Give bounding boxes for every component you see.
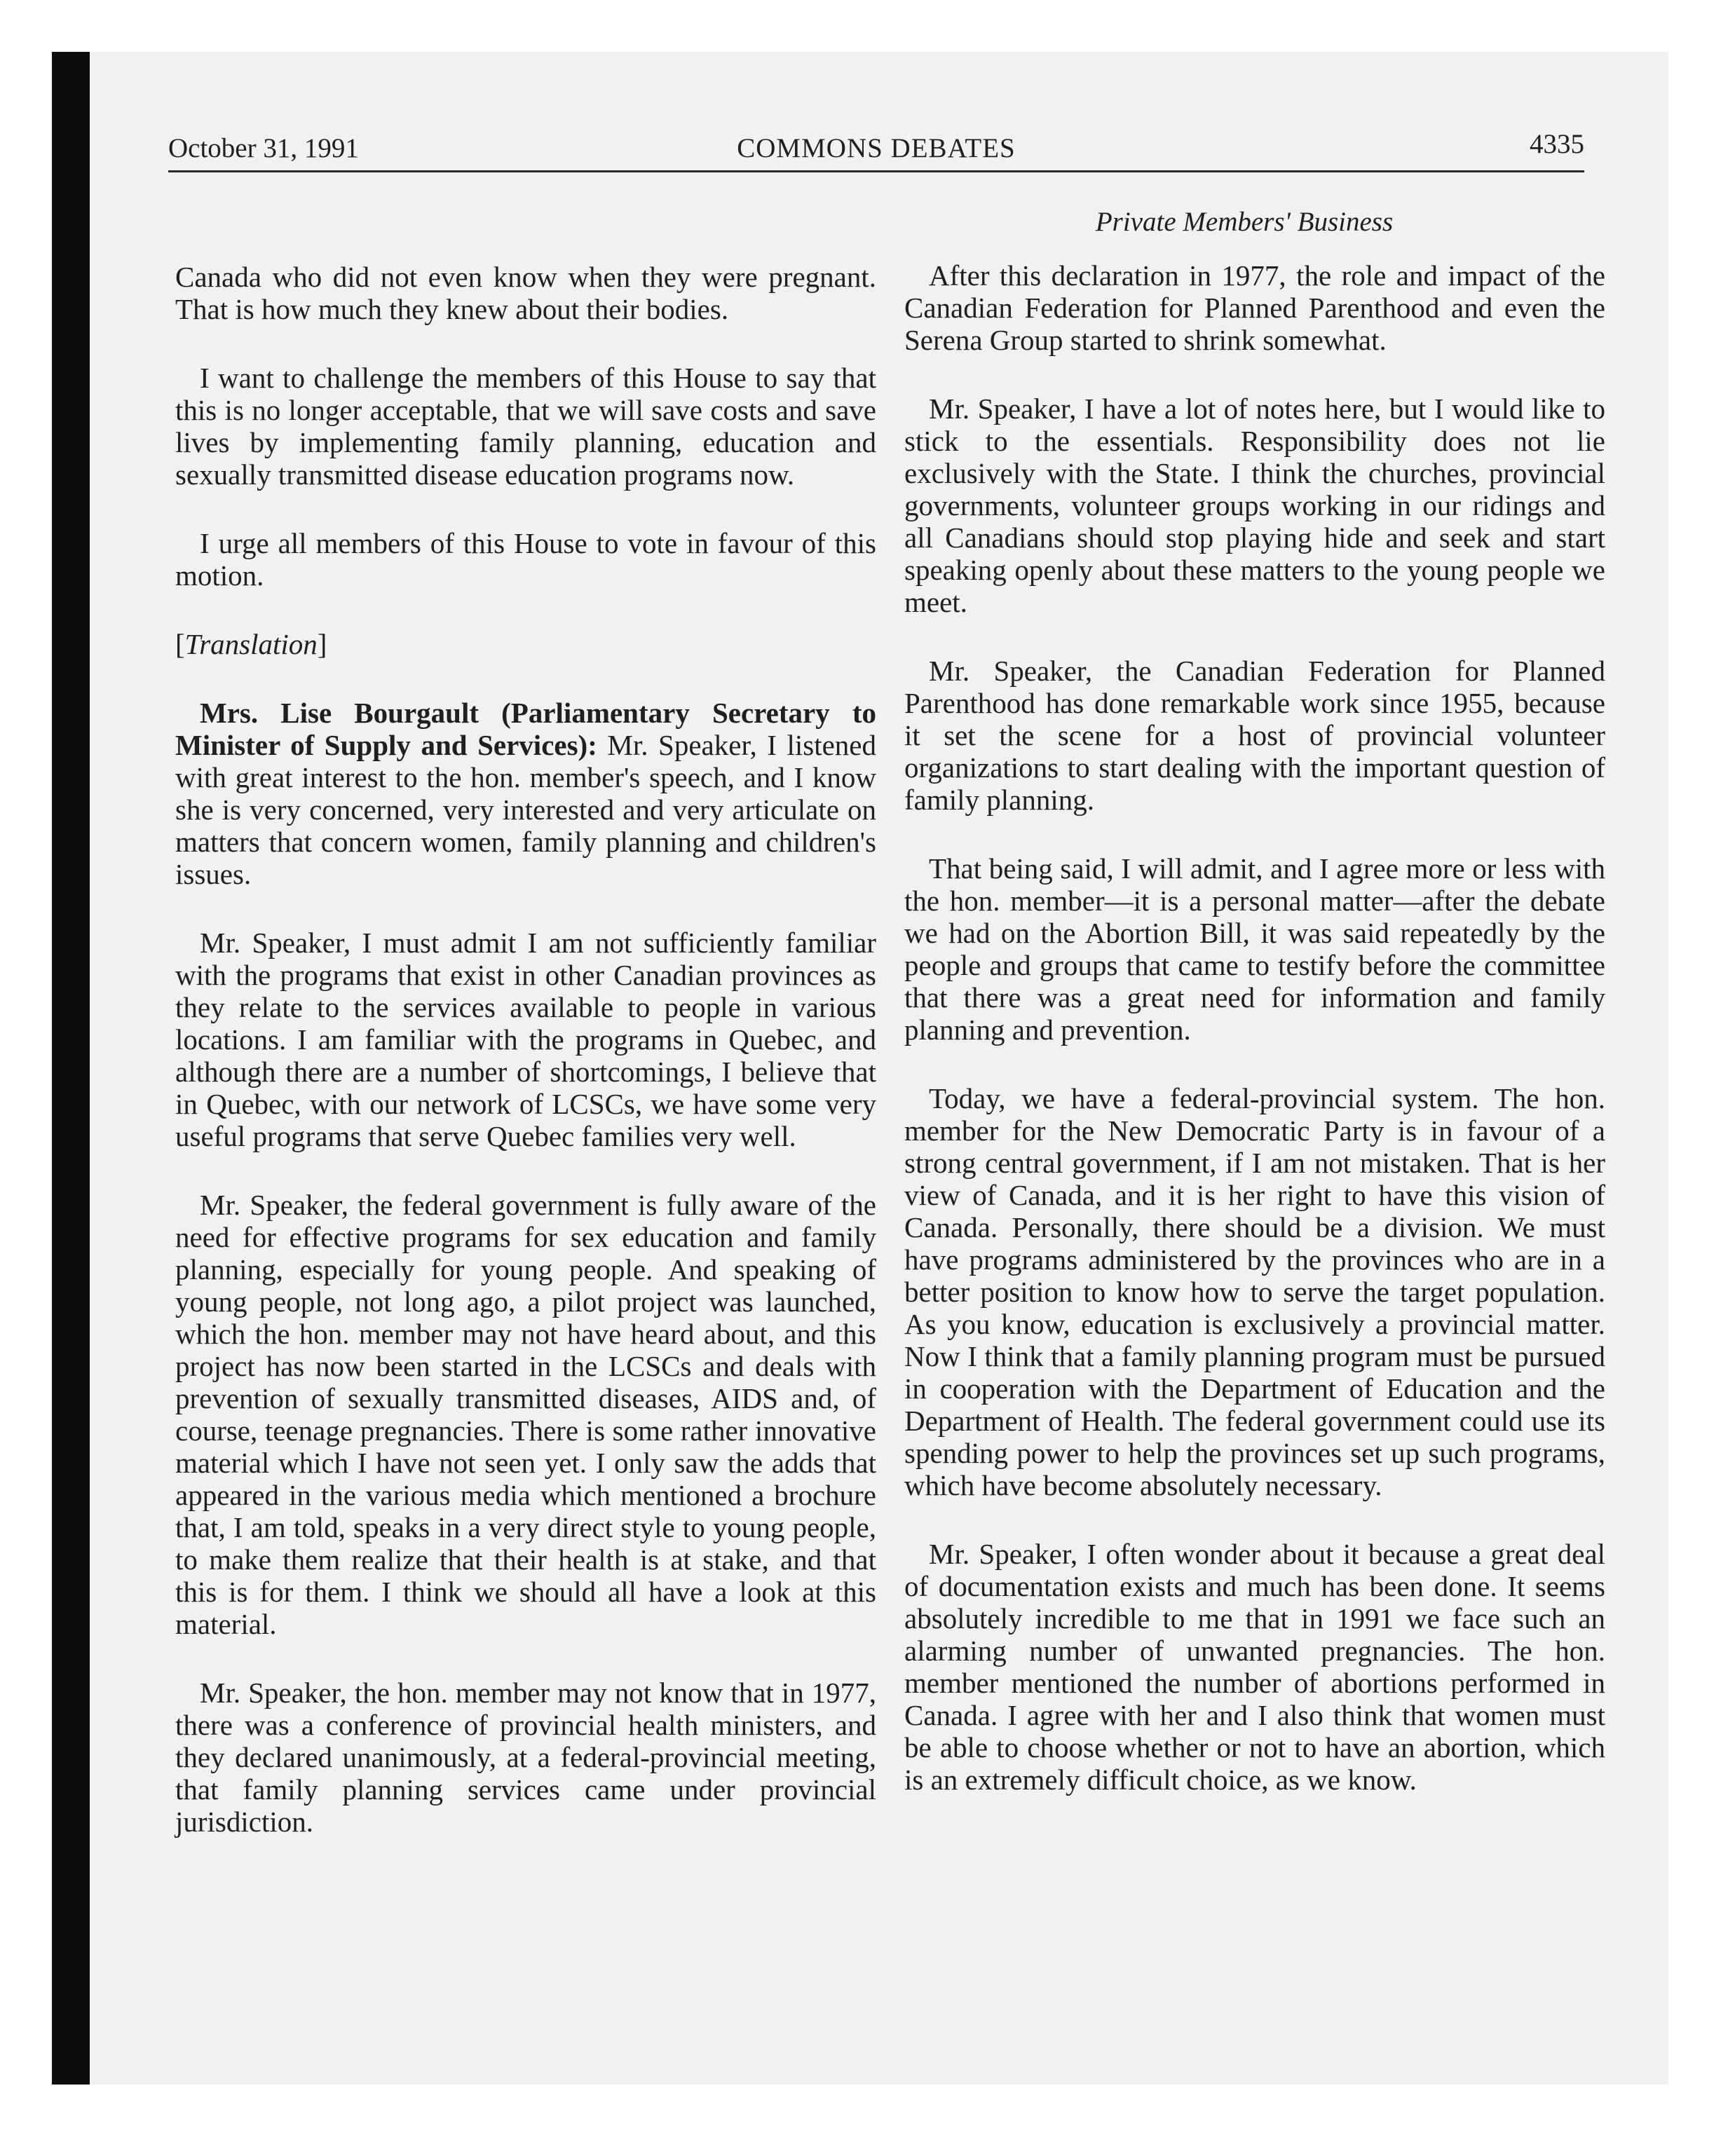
- page-number: 4335: [1530, 129, 1584, 159]
- speech-text: Mr. Speaker, I listened with great interest to the hon. member's speech, and I know she is very concerned, very interested and very articulate on matters that concern women, family planning and children's issues.: [175, 729, 876, 890]
- bracket-close: ]: [317, 628, 327, 660]
- paragraph: That being said, I will admit, and I agree more or less with the hon. member—it is a personal matter—after the debate we had on the Abortion Bill, it was said repeatedly by the people and groups that came to testify before the committee that there was a great need for information and family planning and prevention.: [904, 852, 1605, 1046]
- speaker-paragraph: [175, 697, 876, 890]
- section-label: Private Members' Business: [1095, 207, 1394, 237]
- translation-tag-text: Translation: [184, 628, 318, 660]
- paragraph: I urge all members of this House to vote in favour of this motion.: [175, 527, 876, 592]
- paragraph: Mr. Speaker, the federal government is fully aware of the need for effective programs for sex education and family planning, especially for young people. And speaking of young people, not long ago, a pilot project was launched, which the hon. member may not have heard about, and this project has now been started in the LCSCs and deals with prevention of sexually transmitted diseases, AIDS and, of course, teenage pregnancies. There is some rather innovative material which I have not seen yet. I only saw the adds that appeared in the various media which mentioned a brochure that, I am told, speaks in a very direct style to young people, to make them realize that their health is at stake, and that this is for them. I think we should all have a look at this material.: [175, 1189, 876, 1640]
- running-head: [168, 128, 1584, 170]
- paragraph: Today, we have a federal-provincial system. The hon. member for the New Democratic Party is in favour of a strong central government, if I am not mistaken. That is her view of Canada, and it is her right to have this vision of Canada. Personally, there should be a division. We must have programs administered by the provinces who are in a better position to know how to serve the target population. As you know, education is exclusively a provincial matter. Now I think that a family planning program must be pursued in cooperation with the Department of Education and the Department of Health. The federal government could use its spending power to help the provinces set up such programs, which have become absolutely necessary.: [904, 1082, 1605, 1501]
- bracket-open: [: [175, 628, 185, 660]
- paragraph: Mr. Speaker, I must admit I am not sufficiently familiar with the programs that exist in other Canadian provinces as they relate to the services available to people in various locations. I am familiar with the programs in Quebec, and although there are a number of shortcomings, I believe that in Quebec, with our network of LCSCs, we have some very useful programs that serve Quebec families very well.: [175, 927, 876, 1152]
- speaker-name: Mrs. Lise Bourgault (Parliamentary Secretary to Minister of Supply and Services):: [175, 697, 876, 761]
- paragraph: Mr. Speaker, the Canadian Federation for Planned Parenthood has done remarkable work since 1955, because it set the scene for a host of provincial volunteer organizations to start dealing with the important question of family planning.: [904, 655, 1605, 816]
- translation-tag: [175, 628, 876, 660]
- header-title: COMMONS DEBATES: [737, 133, 1016, 163]
- paragraph: After this declaration in 1977, the role and impact of the Canadian Federation for Planned Parenthood and even the Serena Group started to shrink somewhat.: [904, 259, 1605, 356]
- paragraph: I want to challenge the members of this House to say that this is no longer acceptable, that we will save costs and save lives by implementing family planning, education and sexually transmitted disease education programs now.: [175, 362, 876, 491]
- header-rule: [168, 170, 1584, 172]
- paragraph: Mr. Speaker, the hon. member may not know that in 1977, there was a conference of provincial health ministers, and they declared unanimously, at a federal-provincial meeting, that family planning services came under provincial jurisdiction.: [175, 1677, 876, 1838]
- paragraph: Canada who did not even know when they were pregnant. That is how much they knew about their bodies.: [175, 261, 876, 325]
- paragraph: Mr. Speaker, I have a lot of notes here, but I would like to stick to the essentials. Responsibility does not lie exclusively with the State. I think the churches, provincial governments, volunteer groups working in our ridings and all Canadians should stop playing hide and seek and start speaking openly about these matters to the young people we meet.: [904, 393, 1605, 618]
- right-column: [904, 259, 1605, 1832]
- left-column: [175, 261, 876, 1874]
- scan-edge-shadow: [52, 52, 90, 2085]
- paragraph: Mr. Speaker, I often wonder about it because a great deal of documentation exists and much has been done. It seems absolutely incredible to me that in 1991 we face such an alarming number of unwanted pregnancies. The hon. member mentioned the number of abortions performed in Canada. I agree with her and I also think that women must be able to choose whether or not to have an abortion, which is an extremely difficult choice, as we know.: [904, 1538, 1605, 1796]
- header-date: October 31, 1991: [168, 133, 359, 163]
